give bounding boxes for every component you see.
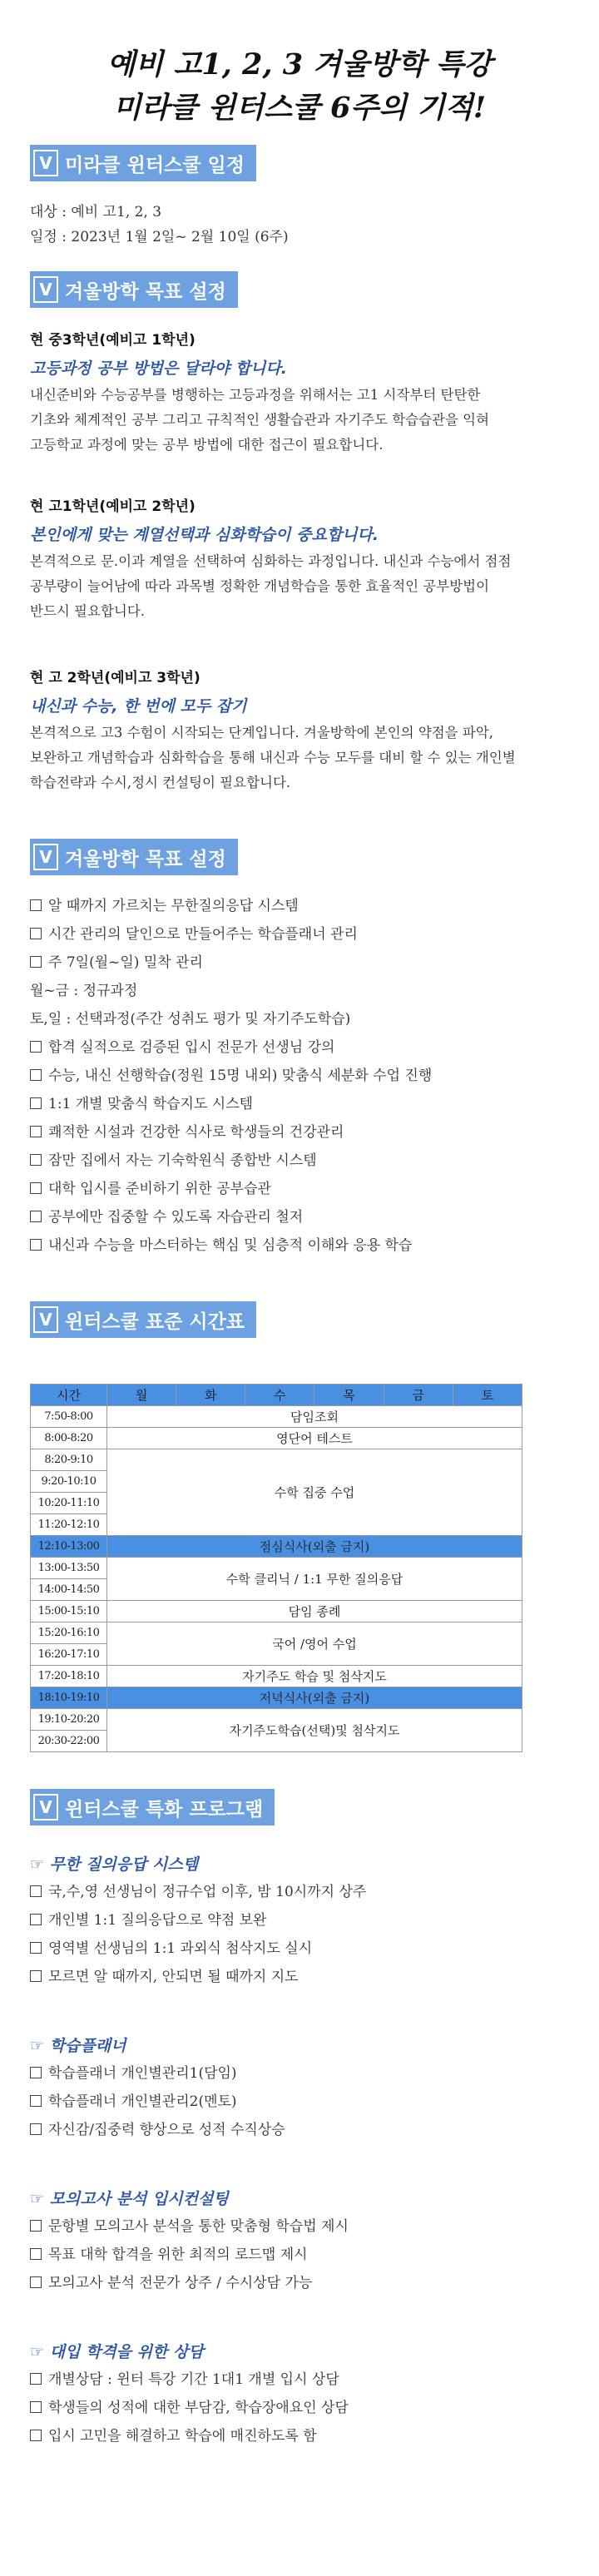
table-row — [31, 1666, 522, 1687]
checklist-item-text: 대학 입시를 준비하기 위한 공부습관 — [48, 1181, 271, 1197]
special-item-text: 개별상담 : 윈터 특강 기간 1대1 개별 입시 상담 — [48, 2371, 339, 2388]
checkbox-icon — [30, 1069, 42, 1081]
checklist-item — [30, 1118, 432, 1147]
goal-headline: 내신과 수능, 한 번에 모두 잡기 — [30, 697, 247, 716]
checkbox-icon — [30, 2373, 42, 2385]
checkbox-icon — [30, 899, 42, 911]
goal-desc-line: 본격적으로 고3 수험이 시작되는 단계입니다. 겨울방학에 본인의 약점을 파악, — [30, 725, 494, 741]
timetable-header-row — [31, 1385, 522, 1406]
schedule-period: 일정 : 2023년 1월 2일~ 2월 10일 (6주) — [30, 229, 289, 245]
time-cell: 8:00-8:20 — [31, 1428, 107, 1449]
checklist-item — [30, 949, 432, 977]
special-group-counseling — [30, 2340, 349, 2450]
time-cell: 12:10-13:00 — [31, 1536, 107, 1558]
checklist-item-text: 토,일 : 선택과정(주간 성취도 평가 및 자기주도학습) — [30, 1011, 351, 1028]
goal-headline: 고등과정 공부 방법은 달라야 합니다. — [30, 359, 287, 378]
checklist-item — [30, 1033, 432, 1062]
table-row — [31, 1709, 522, 1731]
checkbox-icon — [30, 1182, 42, 1194]
goal-desc-line: 보완하고 개념학습과 심화학습을 통해 내신과 수능 모두를 대비 할 수 있는 개인별 — [30, 750, 516, 765]
table-row — [31, 1449, 522, 1471]
checklist-item — [30, 1090, 432, 1118]
checklist-item — [30, 1231, 432, 1260]
table-row — [31, 1406, 522, 1428]
header-cell-wed: 수 — [245, 1385, 314, 1406]
special-item-text: 목표 대학 합격을 위한 최적의 로드맵 제시 — [48, 2247, 308, 2263]
checkbox-icon — [30, 1126, 42, 1137]
special-item — [30, 2269, 349, 2297]
special-item-text: 영역별 선생님의 1:1 과외식 첨삭지도 실시 — [48, 1940, 313, 1957]
goal-grade-label: 현 고 2학년(예비고 3학년) — [30, 670, 200, 686]
checkbox-icon — [30, 1154, 42, 1166]
checklist-item — [30, 892, 432, 920]
special-item — [30, 1934, 366, 1963]
special-group-title: ☞ 학습플래너 — [30, 2037, 126, 2055]
checklist-item-text: 알 때까지 가르치는 무한질의응답 시스템 — [48, 898, 299, 914]
time-cell: 14:00-14:50 — [31, 1579, 107, 1601]
checklist-item — [30, 920, 432, 949]
checklist-item — [30, 977, 432, 1005]
checkbox-icon — [30, 2430, 42, 2441]
checkbox-icon — [30, 1097, 42, 1109]
checkbox-icon — [30, 1211, 42, 1222]
section-special-header — [30, 1789, 275, 1825]
check-icon: V — [33, 1306, 58, 1333]
block-math-clinic: 수학 클리닉 / 1:1 무한 질의응답 — [107, 1558, 522, 1601]
header-cell-mon: 월 — [107, 1385, 176, 1406]
goal-description — [30, 383, 489, 458]
special-item — [30, 2059, 285, 2088]
table-row — [31, 1622, 522, 1644]
special-item-text: 모의고사 분석 전문가 상주 / 수시상담 가능 — [48, 2275, 313, 2291]
section-goal2-header — [30, 839, 238, 875]
goal-desc-line: 고등학교 과정에 맞는 공부 방법에 대한 접근이 필요합니다. — [30, 437, 384, 453]
checklist-item — [30, 1005, 432, 1033]
special-group-title: ☞ 모의고사 분석 입시컨설팅 — [30, 2190, 229, 2208]
check-icon: V — [33, 150, 58, 176]
goal-desc-line: 공부량이 늘어남에 따라 과목별 정확한 개념학습을 통한 효율적인 공부방법이 — [30, 578, 490, 594]
checklist-item-text: 시간 관리의 달인으로 만들어주는 학습플래너 관리 — [48, 926, 358, 943]
time-cell: 16:20-17:10 — [31, 1644, 107, 1666]
section-goal1-header — [30, 271, 238, 308]
block-math-focus: 수학 집중 수업 — [107, 1449, 522, 1536]
special-item — [30, 2365, 349, 2394]
table-row — [31, 1558, 522, 1579]
special-item — [30, 2394, 349, 2422]
checkbox-icon — [30, 2123, 42, 2135]
checkbox-icon — [30, 928, 42, 939]
title-line-2: 미라클 윈터스쿨 6주의 기적! — [112, 91, 487, 125]
header-cell-time: 시간 — [31, 1385, 107, 1406]
section-special-title: 윈터스쿨 특화 프로그램 — [65, 1798, 264, 1821]
checkbox-icon — [30, 1914, 42, 1925]
special-item — [30, 1963, 366, 1991]
checklist-item — [30, 1147, 432, 1175]
goal-description — [30, 721, 516, 795]
block-kor-eng: 국어 /영어 수업 — [107, 1622, 522, 1666]
checkbox-icon — [30, 1041, 42, 1053]
header-cell-sat: 토 — [453, 1385, 522, 1406]
special-item-text: 학습플래너 개인별관리1(담임) — [48, 2065, 237, 2082]
table-row — [31, 1687, 522, 1709]
special-item-text: 학습플래너 개인별관리2(멘토) — [48, 2093, 237, 2110]
checkbox-icon — [30, 2276, 42, 2288]
special-group-title: ☞ 대입 학격을 위한 상담 — [30, 2343, 204, 2361]
block-lunch: 점심식사(외출 금지) — [107, 1536, 522, 1558]
checkbox-icon — [30, 2095, 42, 2107]
table-row — [31, 1601, 522, 1622]
schedule-info — [30, 200, 289, 250]
checklist-item-text: 합격 실적으로 검증된 입시 전문가 선생님 강의 — [48, 1039, 335, 1056]
checklist-item-text: 내신과 수능을 마스터하는 핵심 및 심층적 이해와 응용 학습 — [48, 1237, 413, 1254]
special-group-qa — [30, 1852, 366, 1991]
goal-desc-line: 기초와 체계적인 공부 그리고 규칙적인 생활습관과 자기주도 학습습관을 익혀 — [30, 412, 490, 428]
block-dinner: 저녁식사(외출 금지) — [107, 1687, 522, 1709]
special-item — [30, 2212, 349, 2241]
checklist-item — [30, 1175, 432, 1203]
special-item — [30, 1878, 366, 1906]
goal-desc-line: 내신준비와 수능공부를 병행하는 고등과정을 위해서는 고1 시작부터 탄탄한 — [30, 387, 481, 403]
checkbox-icon — [30, 2401, 42, 2413]
time-cell: 15:20-16:10 — [31, 1622, 107, 1644]
special-group-planner — [30, 2034, 285, 2144]
time-cell: 18:10-19:10 — [31, 1687, 107, 1709]
special-item — [30, 2116, 285, 2144]
time-cell: 11:20-12:10 — [31, 1514, 107, 1536]
checkbox-icon — [30, 2248, 42, 2260]
checklist-item — [30, 1203, 432, 1231]
block-vocab: 영단어 테스트 — [107, 1428, 522, 1449]
goal-block-3 — [30, 666, 516, 795]
table-row — [31, 1428, 522, 1449]
time-cell: 7:50-8:00 — [31, 1406, 107, 1428]
special-group-mock-exam — [30, 2187, 349, 2297]
goal-desc-line: 학습전략과 수시,정시 컨설팅이 필요합니다. — [30, 775, 291, 790]
check-icon: V — [33, 276, 58, 303]
checkbox-icon — [30, 1239, 42, 1251]
header-cell-tue: 화 — [176, 1385, 245, 1406]
checklist-item-text: 1:1 개별 맞춤식 학습지도 시스템 — [48, 1096, 254, 1112]
checkbox-icon — [30, 2220, 42, 2232]
special-item — [30, 2241, 349, 2269]
goal-headline: 본인에게 맞는 계열선택과 심화학습이 중요합니다. — [30, 526, 379, 544]
header-cell-fri: 금 — [384, 1385, 453, 1406]
goal-block-2 — [30, 494, 511, 624]
special-item-text: 입시 고민을 해결하고 학습에 매진하도록 함 — [48, 2428, 317, 2445]
block-homeroom-am: 담임조회 — [107, 1406, 522, 1428]
special-item-text: 자신감/집중력 향상으로 성적 수직상승 — [48, 2122, 285, 2138]
goal-desc-line: 반드시 필요합니다. — [30, 603, 146, 619]
time-cell: 8:20-9:10 — [31, 1449, 107, 1471]
special-item — [30, 2422, 349, 2450]
checklist-item-text: 공부에만 집중할 수 있도록 자습관리 철저 — [48, 1209, 304, 1226]
special-item — [30, 2088, 285, 2116]
block-self-study-1: 자기주도 학습 및 첨삭지도 — [107, 1666, 522, 1687]
special-group-title: ☞ 무한 질의응답 시스템 — [30, 1855, 199, 1874]
checklist-item-text: 주 7일(월~일) 밀착 관리 — [48, 954, 203, 971]
checklist-item-text: 월~금 : 정규과정 — [30, 983, 138, 999]
checkbox-icon — [30, 1942, 42, 1954]
block-self-study-2: 자기주도학습(선택)및 첨삭지도 — [107, 1709, 522, 1752]
section-goal1-title: 겨울방학 목표 설정 — [65, 280, 226, 303]
checkbox-icon — [30, 1885, 42, 1897]
table-row — [31, 1536, 522, 1558]
time-cell: 10:20-11:10 — [31, 1493, 107, 1514]
checkbox-icon — [30, 2067, 42, 2078]
checklist-item-text: 쾌적한 시설과 건강한 식사로 학생들의 건강관리 — [48, 1124, 344, 1141]
special-item — [30, 1906, 366, 1934]
timetable — [30, 1384, 522, 1752]
section-schedule-header — [30, 145, 256, 181]
goal-grade-label: 현 고1학년(예비고 2학년) — [30, 498, 196, 515]
goal-desc-line: 본격적으로 문.이과 계열을 선택하여 심화하는 과정입니다. 내신과 수능에서 점점 — [30, 553, 512, 569]
check-icon: V — [33, 1794, 58, 1821]
special-item-text: 문항별 모의고사 분석을 통한 맞춤형 학습법 제시 — [48, 2218, 349, 2235]
header-cell-thu: 목 — [314, 1385, 384, 1406]
time-cell: 9:20-10:10 — [31, 1471, 107, 1493]
section-goal2-title: 겨울방학 목표 설정 — [65, 848, 226, 870]
schedule-target: 대상 : 예비 고1, 2, 3 — [30, 204, 162, 220]
checkbox-icon — [30, 956, 42, 968]
special-item-text: 학생들의 성적에 대한 부담감, 학습장애요인 상담 — [48, 2400, 349, 2416]
checklist-item — [30, 1062, 432, 1090]
checkbox-icon — [30, 1970, 42, 1982]
check-icon: V — [33, 844, 58, 870]
title-line-1: 예비 고1, 2, 3 겨울방학 특강 — [106, 47, 493, 82]
goal-block-1 — [30, 328, 489, 458]
page-title — [0, 0, 599, 130]
time-cell: 17:20-18:10 — [31, 1666, 107, 1687]
time-cell: 19:10-20:20 — [31, 1709, 107, 1731]
checklist-item-text: 잠만 집에서 자는 기숙학원식 종합반 시스템 — [48, 1152, 317, 1169]
section-timetable-title: 윈터스쿨 표준 시간표 — [65, 1310, 245, 1333]
checklist-item-text: 수능, 내신 선행학습(정원 15명 내외) 맞춤식 세분화 수업 진행 — [48, 1068, 433, 1084]
time-cell: 20:30-22:00 — [31, 1731, 107, 1752]
time-cell: 13:00-13:50 — [31, 1558, 107, 1579]
section-schedule-title: 미라클 윈터스쿨 일정 — [65, 154, 245, 176]
special-item-text: 모르면 알 때까지, 안되면 될 때까지 지도 — [48, 1969, 299, 1985]
special-item-text: 국,수,영 선생님이 정규수업 이후, 밤 10시까지 상주 — [48, 1884, 367, 1900]
goal-description — [30, 549, 511, 624]
block-homeroom-pm: 담임 종례 — [107, 1601, 522, 1622]
special-item-text: 개인별 1:1 질의응답으로 약점 보완 — [48, 1912, 267, 1929]
goal-grade-label: 현 중3학년(예비고 1학년) — [30, 332, 196, 349]
time-cell: 15:00-15:10 — [31, 1601, 107, 1622]
goal-checklist — [30, 892, 432, 1260]
section-timetable-header — [30, 1301, 256, 1338]
